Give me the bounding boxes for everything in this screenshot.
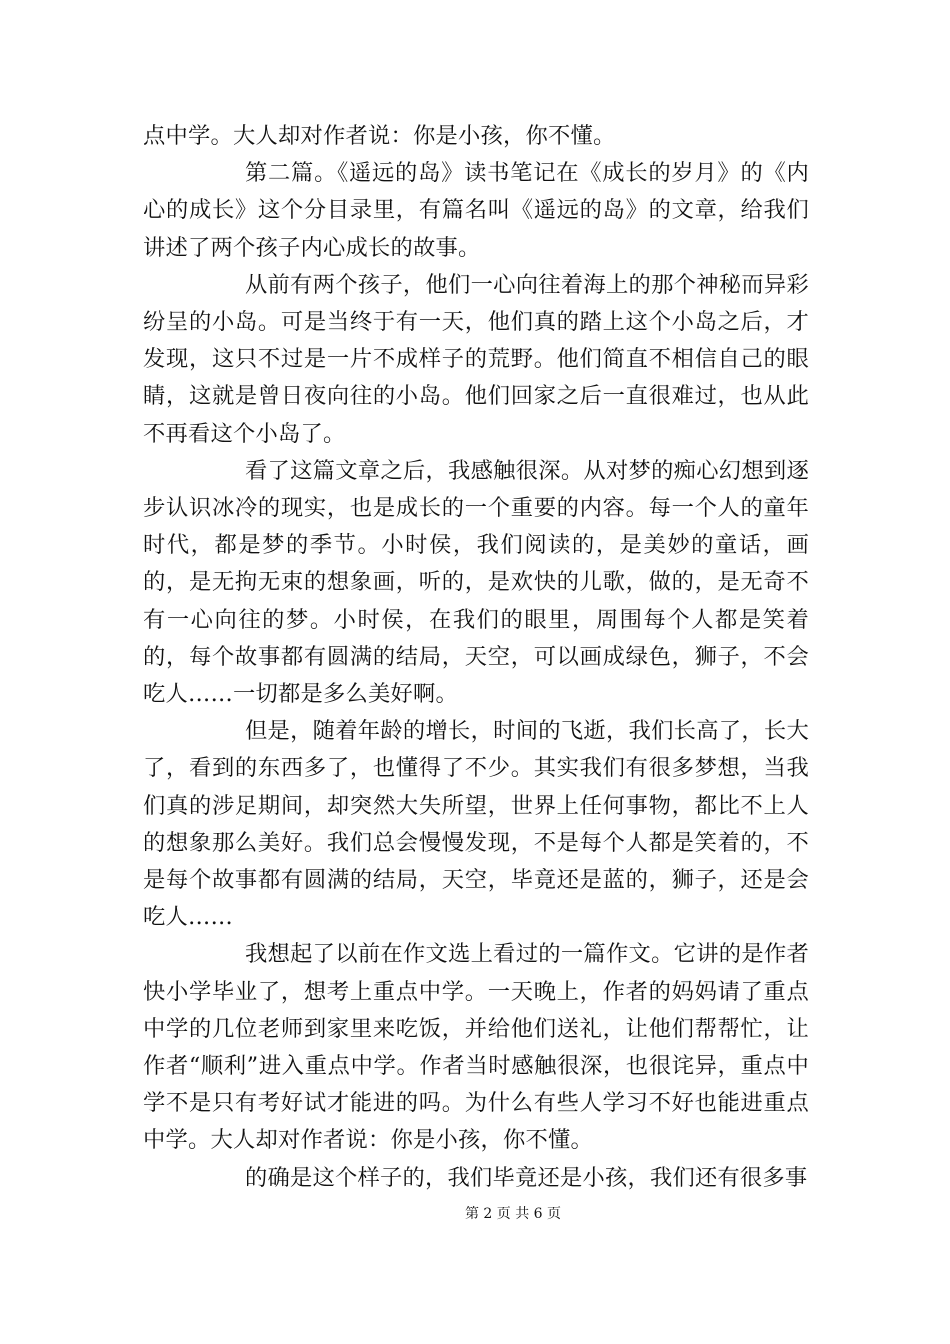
paragraph-reflection: 看了这篇文章之后，我感触很深。从对梦的痴心幻想到逐步认识冰冷的现实，也是成长的一个重要的内容。每一个人的童年时代，都是梦的季节。小时侯，我们阅读的，是美妙的童话，画的，是无拘无束的想象画，听的，是欢快的儿歌，做的，是无奇不有一心向往的梦。小时侯，在我们的眼里，周围每个人都是笑着的，每个故事都有圆满的结局，天空，可以画成绿色，狮子，不会吃人……一切都是多么美好啊。 [143, 457, 809, 708]
document-body [143, 118, 809, 1197]
paragraph-continuation: 点中学。大人却对作者说：你是小孩，你不懂。 [143, 123, 616, 149]
paragraph-second-essay-intro: 第二篇。《遥远的岛》读书笔记在《成长的岁月》的《内心的成长》这个分目录里，有篇名叫《遥远的岛》的文章，给我们讲述了两个孩子内心成长的故事。 [143, 160, 809, 261]
paragraph-story-summary: 从前有两个孩子，他们一心向往着海上的那个神秘而异彩纷呈的小岛。可是当终于有一天，他们真的踏上这个小岛之后，才发现，这只不过是一片不成样子的荒野。他们简直不相信自己的眼睛，这就是曾日夜向往的小岛。他们回家之后一直很难过，也从此不再看这个小岛了。 [143, 271, 809, 447]
paragraph-conclusion-start: 的确是这个样子的，我们毕竟还是小孩，我们还有很多事 [245, 1164, 808, 1191]
page-number-footer: 第 2 页 共 6 页 [464, 1206, 562, 1222]
paragraph-growing-up: 但是，随着年龄的增长，时间的飞逝，我们长高了，长大了，看到的东西多了，也懂得了不少。其实我们有很多梦想，当我们真的涉足期间，却突然大失所望，世界上任何事物，都比不上人的想象那么美好。我们总会慢慢发现，不是每个人都是笑着的，不是每个故事都有圆满的结局，天空，毕竟还是蓝的，狮子，还是会吃人…… [143, 718, 809, 931]
paragraph-essay-memory: 我想起了以前在作文选上看过的一篇作文。它讲的是作者快小学毕业了，想考上重点中学。一天晚上，作者的妈妈请了重点中学的几位老师到家里来吃饭，并给他们送礼，让他们帮帮忙，让作者“顺利”进入重点中学。作者当时感触很深，也很诧异，重点中学不是只有考好试才能进的吗。为什么有些人学习不好也能进重点中学。大人却对作者说：你是小孩，你不懂。 [143, 941, 809, 1154]
